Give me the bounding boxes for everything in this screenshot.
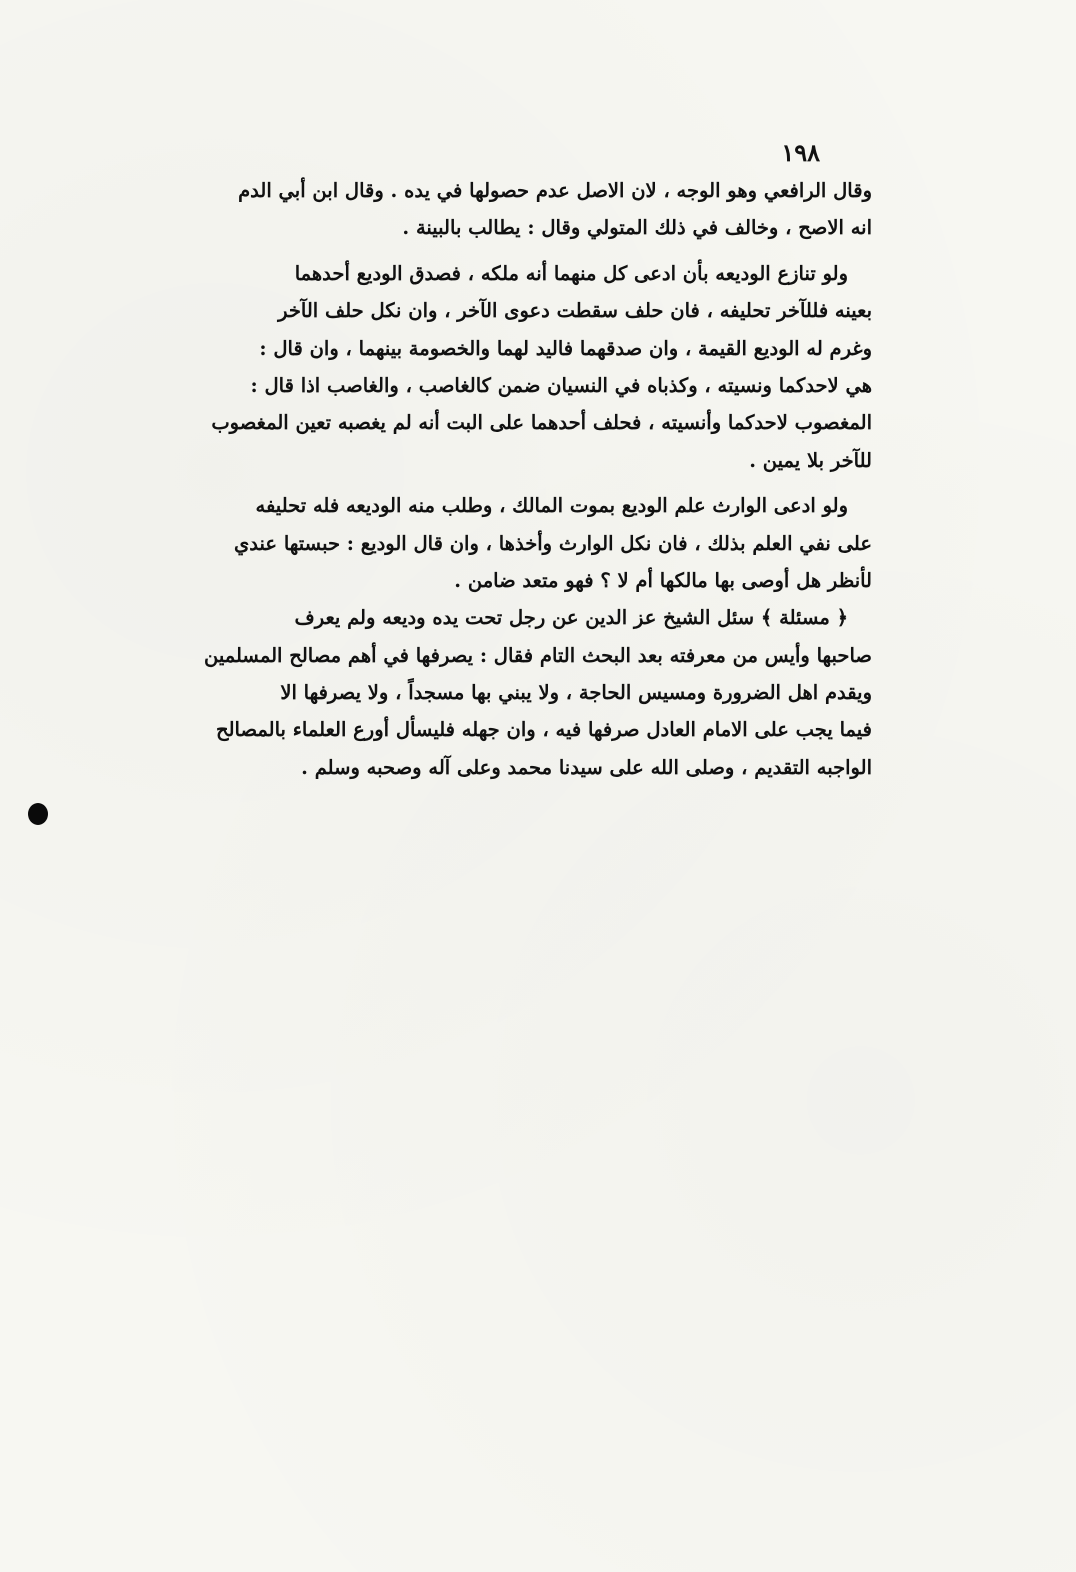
text-line: لأنظر هل أوصى بها مالكها أم لا ؟ فهو متعد ضامن . [454,568,872,592]
text-line: ويقدم اهل الضرورة ومسيس الحاجة ، ولا يبني بها مسجداً ، ولا يصرفها الا [280,681,872,705]
text-line: ﴿ مسئلة ﴾ سئل الشيخ عز الدين عن رجل تحت يده وديعه ولم يعرف [294,606,848,630]
text-line: المغصوب لاحدكما وأنسيته ، فحلف أحدهما على البت أنه لم يغصبه تعين المغصوب [211,411,872,435]
text-line: ولو ادعى الوارث علم الوديع بموت المالك ، وطلب منه الوديعه فله تحليفه [255,494,848,518]
body-text [150,172,872,786]
text-line: على نفي العلم بذلك ، فان نكل الوارث وأخذها ، وان قال الوديع : حبستها عندي [234,531,872,555]
text-line: الواجبه التقديم ، وصلى الله على سيدنا محمد وعلى آله وصحبه وسلم . [301,755,872,779]
page-number: ١٩٨ [781,138,820,167]
text-line: صاحبها وأيس من معرفته بعد البحث التام فقال : يصرفها في أهم مصالح المسلمين [203,643,872,667]
text-line: ولو تنازع الوديعه بأن ادعى كل منهما أنه ملكه ، فصدق الوديع أحدهما [294,261,848,285]
ink-blot [28,803,48,825]
text-line: فيما يجب على الامام العادل صرفها فيه ، وان جهله فليسأل أورع العلماء بالمصالح [216,718,872,742]
text-line: وقال الرافعي وهو الوجه ، لان الاصل عدم حصولها في يده . وقال ابن أبي الدم [238,179,872,202]
text-line: للآخر بلا يمين . [749,448,872,472]
text-line: بعينه فللآخر تحليفه ، فان حلف سقطت دعوى الآخر ، وان نكل حلف الآخر [278,299,872,323]
text-line: انه الاصح ، وخالف في ذلك المتولي وقال : يطالب بالبينة . [402,216,872,240]
text-line: هي لاحدكما ونسيته ، وكذباه في النسيان ضمن كالغاصب ، والغاصب اذا قال : [250,373,872,397]
text-line: وغرم له الوديع القيمة ، وان صدقهما فاليد لهما والخصومة بينهما ، وان قال : [259,336,872,360]
